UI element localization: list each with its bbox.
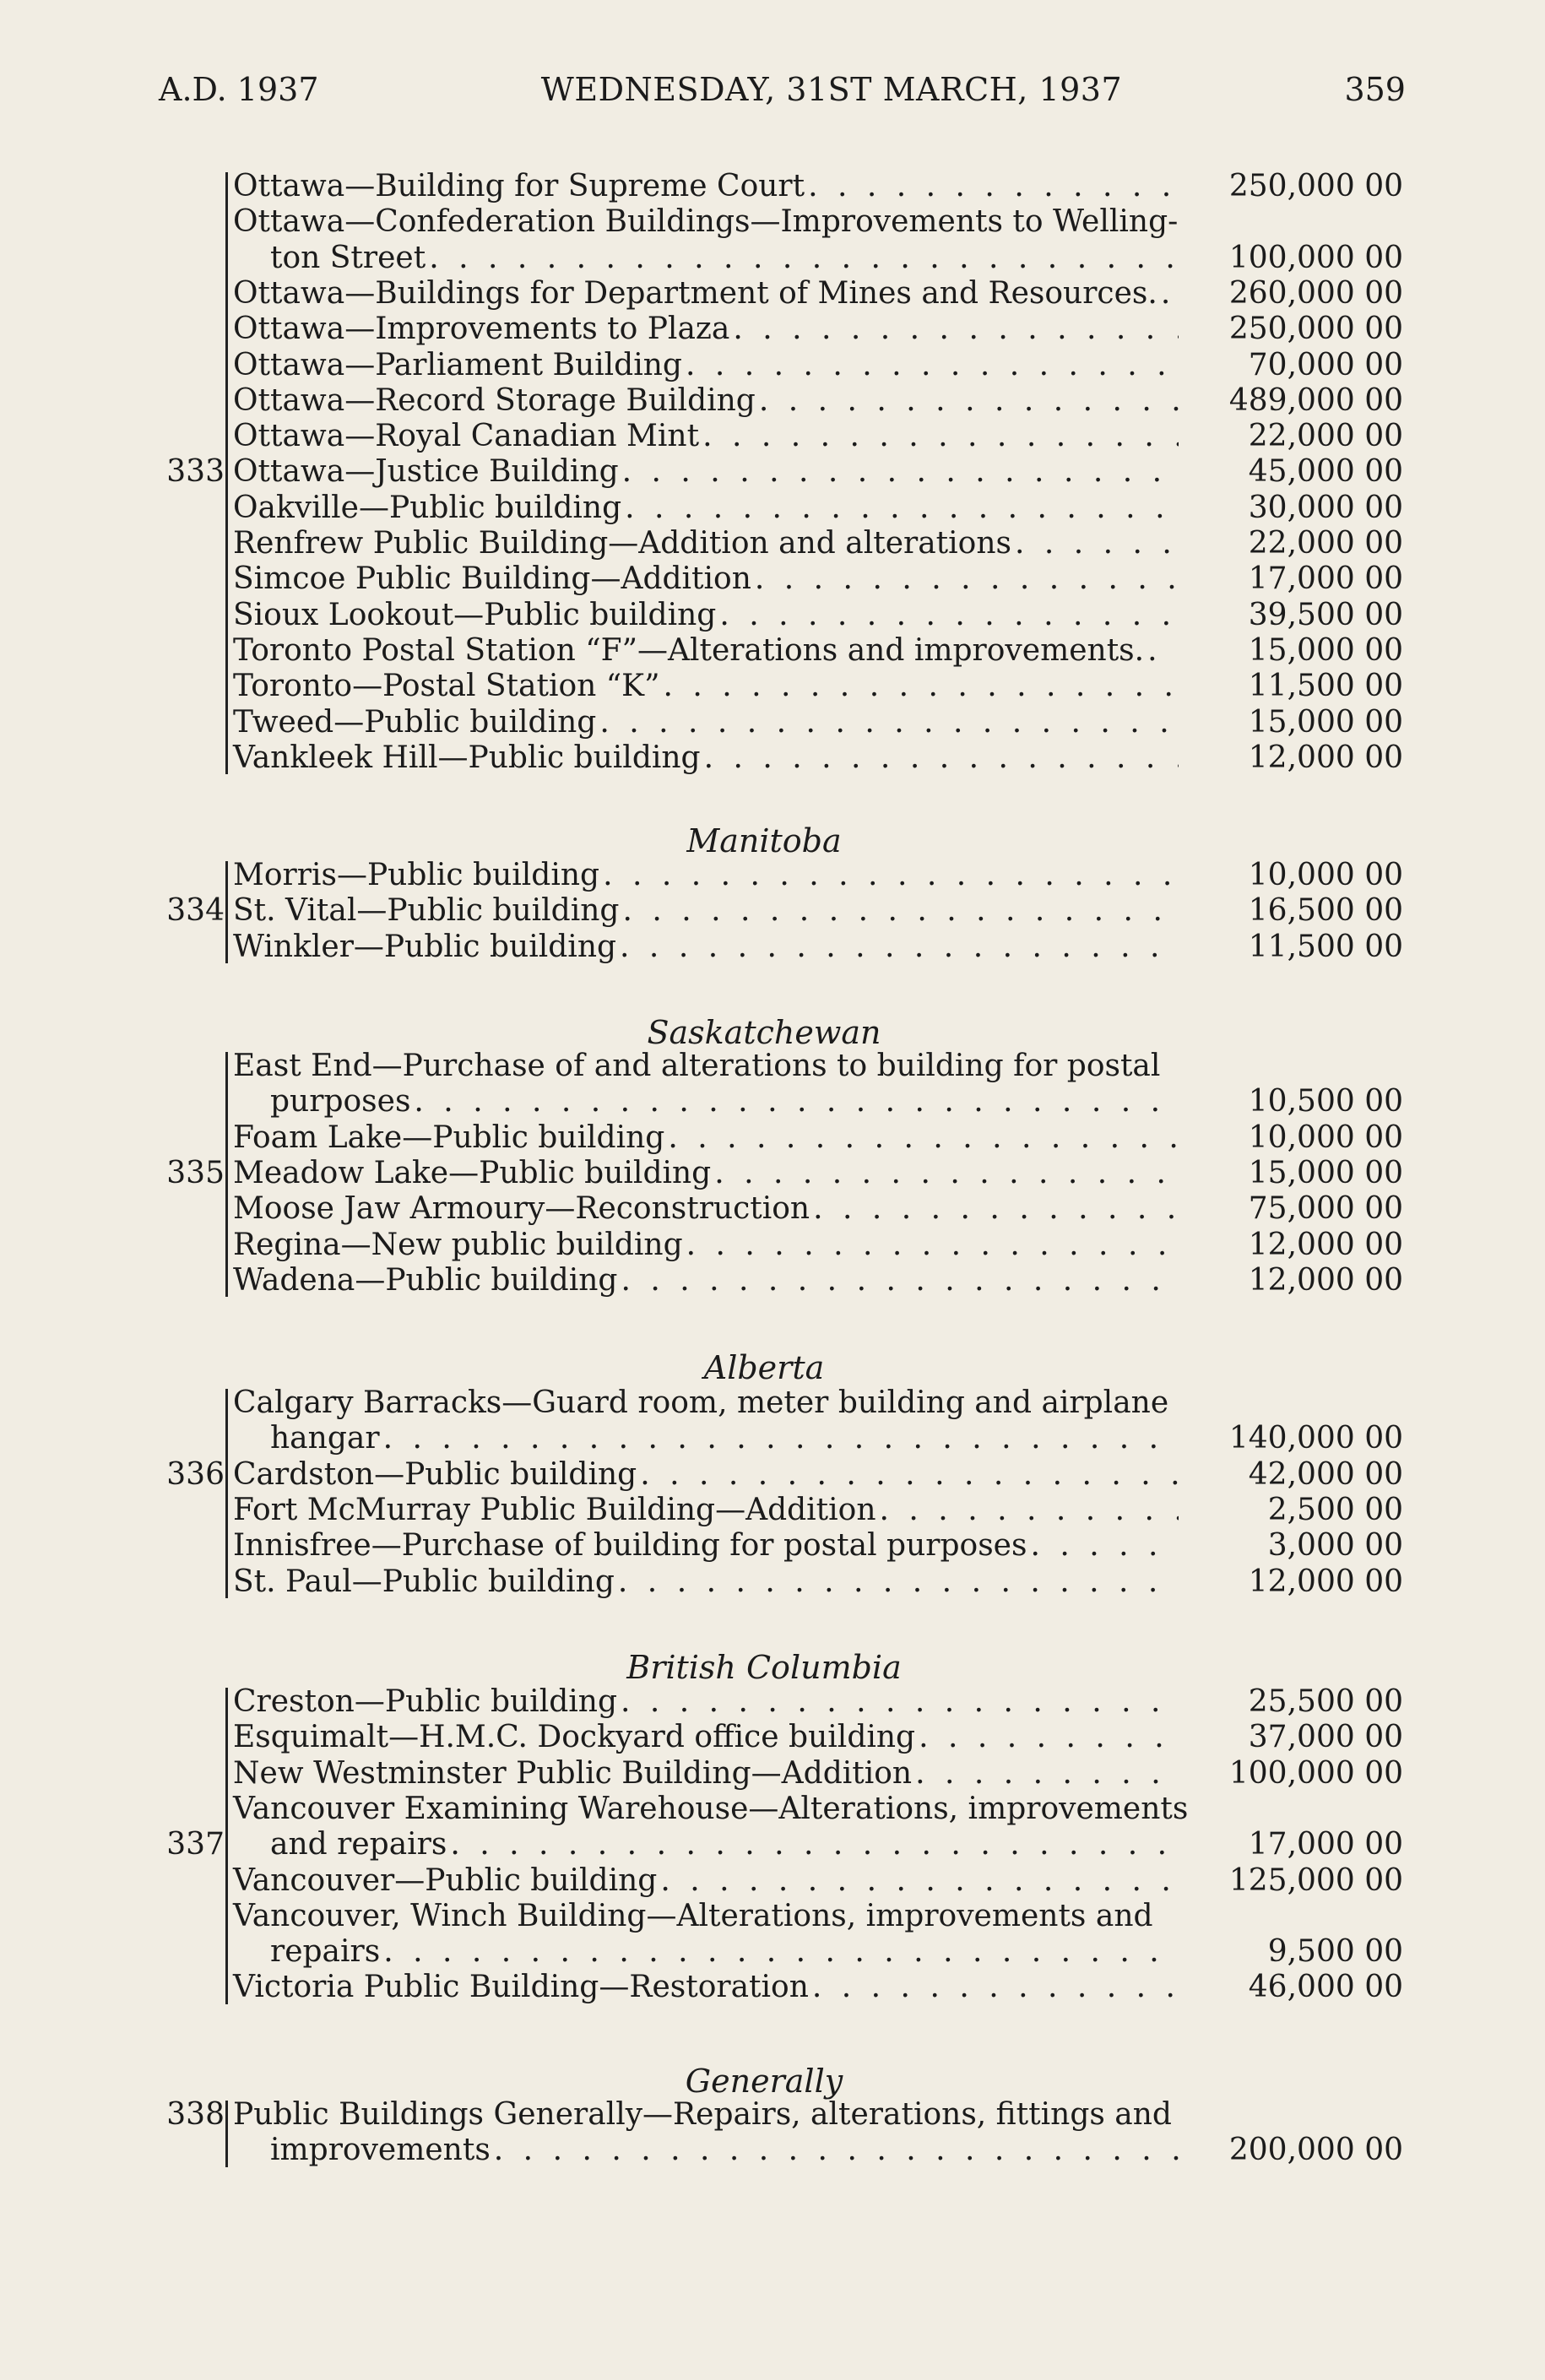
estimate-line [233, 705, 1179, 740]
leader-dots [603, 858, 1179, 893]
section-title: Saskatchewan [647, 1014, 881, 1051]
leader-dots [919, 1720, 1179, 1755]
item-description: Wadena—Public building [233, 1262, 618, 1298]
vote-number: 338 [166, 2097, 225, 2132]
item-description: Victoria Public Building—Restoration [233, 1970, 809, 2005]
estimate-line [233, 2133, 1179, 2168]
item-amount: 46,000 00 [1248, 1970, 1403, 2005]
leader-dots [813, 1191, 1179, 1227]
vote-number: 336 [166, 1456, 225, 1492]
item-amount: 200,000 00 [1228, 2133, 1403, 2168]
item-description: Toronto—Postal Station “K” [233, 669, 660, 704]
item-amount: 17,000 00 [1248, 1827, 1403, 1862]
estimate-line [233, 419, 1179, 454]
item-description: Cardston—Public building [233, 1456, 637, 1492]
brace [225, 172, 228, 774]
estimate-line [233, 169, 1179, 204]
item-description: Sioux Lookout—Public building [233, 597, 717, 632]
item-description: hangar [270, 1421, 380, 1456]
estimate-line [233, 1899, 1407, 1934]
leader-dots [714, 1156, 1179, 1191]
estimate-line [233, 930, 1179, 965]
estimate-line [233, 1720, 1179, 1755]
estimate-line [233, 1156, 1179, 1191]
item-description: Calgary Barracks—Guard room, meter building and airplane [233, 1385, 1169, 1420]
item-description: New Westminster Public Building—Addition [233, 1755, 913, 1791]
item-amount: 22,000 00 [1248, 526, 1403, 561]
leader-dots [755, 561, 1179, 597]
item-amount: 140,000 00 [1228, 1421, 1403, 1456]
item-description: Regina—New public building [233, 1227, 683, 1262]
item-description: purposes [270, 1084, 411, 1120]
leader-dots [622, 454, 1179, 490]
section-title: Manitoba [686, 822, 842, 859]
header-date: WEDNESDAY, 31ST MARCH, 1937 [540, 71, 1123, 108]
estimate-line [233, 1756, 1179, 1792]
estimate-line [233, 526, 1179, 561]
item-description: Toronto Postal Station “F”—Alterations and improvements. [233, 632, 1145, 668]
item-description: Creston—Public building [233, 1684, 617, 1719]
estimate-line [233, 1970, 1179, 2005]
vote-number: 335 [166, 1155, 225, 1190]
leader-dots [1030, 1528, 1179, 1564]
leader-dots [663, 669, 1179, 704]
vote-number: 337 [166, 1827, 225, 1862]
estimate-line [233, 1684, 1179, 1720]
item-amount: 10,000 00 [1248, 858, 1403, 892]
item-amount: 15,000 00 [1248, 1155, 1403, 1190]
leader-dots [429, 241, 1179, 276]
item-amount: 42,000 00 [1248, 1456, 1403, 1492]
item-description: Ottawa—Improvements to Plaza [233, 312, 730, 347]
item-description: Meadow Lake—Public building [233, 1155, 712, 1190]
estimate-line [233, 1191, 1179, 1227]
leader-dots [668, 1120, 1179, 1156]
leader-dots [621, 1263, 1179, 1298]
item-description: Vancouver—Public building [233, 1862, 658, 1898]
estimate-line [233, 241, 1179, 276]
estimate-line [233, 1528, 1179, 1564]
item-description: ton Street [270, 240, 426, 275]
brace [225, 861, 228, 963]
leader-dots [621, 1684, 1179, 1720]
leader-dots [759, 383, 1179, 419]
leader-dots [625, 491, 1179, 526]
leader-dots [719, 598, 1179, 633]
vote-number: 333 [166, 454, 225, 490]
item-amount: 100,000 00 [1228, 1755, 1403, 1791]
item-description: Innisfree—Purchase of building for postal purposes [233, 1528, 1027, 1564]
estimate-line [233, 1564, 1179, 1600]
estimate-line [233, 1493, 1179, 1528]
estimate-line [233, 669, 1179, 704]
item-description: Vankleek Hill—Public building [233, 740, 701, 775]
brace [225, 1688, 228, 2004]
estimate-line [233, 1827, 1179, 1862]
item-amount: 70,000 00 [1248, 347, 1403, 382]
estimate-line [233, 1457, 1179, 1493]
item-amount: 11,500 00 [1248, 929, 1403, 964]
item-amount: 15,000 00 [1248, 704, 1403, 740]
leader-dots [880, 1493, 1179, 1528]
leader-dots [450, 1827, 1179, 1862]
leader-dots [704, 740, 1179, 776]
item-description: Esquimalt—H.M.C. Dockyard office building [233, 1720, 916, 1755]
estimate-line [233, 383, 1179, 419]
leader-dots [808, 169, 1179, 204]
section-title: Alberta [703, 1349, 825, 1386]
item-amount: 2,500 00 [1267, 1492, 1403, 1527]
estimate-line [233, 633, 1179, 669]
leader-dots [915, 1756, 1179, 1792]
item-description: Ottawa—Building for Supreme Court [233, 169, 805, 203]
leader-dots [383, 1934, 1179, 1970]
item-amount: 15,000 00 [1248, 632, 1403, 668]
item-description: Simcoe Public Building—Addition [233, 561, 751, 597]
item-amount: 12,000 00 [1248, 1262, 1403, 1298]
estimate-line [233, 1084, 1179, 1120]
section-title: Generally [685, 2063, 843, 2100]
item-description: St. Vital—Public building [233, 893, 620, 929]
estimate-line [233, 276, 1179, 312]
leader-dots [733, 312, 1179, 347]
item-amount: 260,000 00 [1228, 275, 1403, 311]
item-amount: 37,000 00 [1248, 1720, 1403, 1755]
item-description: Tweed—Public building [233, 704, 597, 740]
leader-dots [599, 705, 1179, 740]
item-amount: 12,000 00 [1248, 740, 1403, 775]
estimate-line [233, 740, 1179, 776]
estimate-line [233, 1228, 1179, 1263]
section-title: British Columbia [626, 1649, 902, 1686]
leader-dots [1147, 633, 1179, 669]
item-description: Vancouver, Winch Building—Alterations, improvements and [233, 1898, 1153, 1933]
page-header [159, 71, 1406, 108]
item-amount: 12,000 00 [1248, 1227, 1403, 1262]
estimate-line [233, 2097, 1407, 2133]
page-number: 359 [1344, 71, 1406, 108]
leader-dots [622, 893, 1179, 929]
brace [225, 2101, 228, 2167]
leader-dots [812, 1970, 1179, 2005]
item-amount: 250,000 00 [1228, 169, 1403, 203]
item-amount: 22,000 00 [1248, 419, 1403, 454]
brace [225, 1052, 228, 1297]
estimate-line [233, 348, 1179, 383]
item-amount: 75,000 00 [1248, 1191, 1403, 1227]
estimate-line [233, 312, 1179, 347]
item-description: Renfrew Public Building—Addition and alterations [233, 526, 1011, 561]
item-description: Vancouver Examining Warehouse—Alterations, improvements [233, 1791, 1189, 1826]
leader-dots [620, 930, 1179, 965]
estimate-line [233, 1863, 1179, 1899]
estimate-line [233, 1792, 1407, 1827]
estimate-line [233, 491, 1179, 526]
item-amount: 30,000 00 [1248, 490, 1403, 525]
item-amount: 100,000 00 [1228, 240, 1403, 275]
item-description: Public Buildings Generally—Repairs, alterations, fittings and [233, 2097, 1172, 2132]
item-description: Ottawa—Royal Canadian Mint [233, 419, 700, 454]
estimate-line [233, 1120, 1179, 1156]
leader-dots [660, 1863, 1179, 1899]
leader-dots [414, 1084, 1179, 1120]
leader-dots [686, 348, 1179, 383]
item-amount: 17,000 00 [1248, 561, 1403, 597]
item-amount: 250,000 00 [1228, 312, 1403, 347]
item-description: St. Paul—Public building [233, 1564, 615, 1599]
item-description: and repairs [270, 1827, 447, 1862]
item-description: improvements [270, 2133, 491, 2168]
item-amount: 39,500 00 [1248, 597, 1403, 632]
vote-number: 334 [166, 893, 225, 929]
item-amount: 10,500 00 [1248, 1084, 1403, 1120]
item-amount: 11,500 00 [1248, 669, 1403, 704]
estimate-line [233, 598, 1179, 633]
estimate-line [233, 1934, 1179, 1970]
item-amount: 9,500 00 [1267, 1934, 1403, 1970]
leader-dots [702, 419, 1179, 454]
estimate-line [233, 858, 1179, 893]
item-description: Morris—Public building [233, 858, 600, 892]
item-amount: 3,000 00 [1267, 1528, 1403, 1564]
item-amount: 25,500 00 [1248, 1684, 1403, 1719]
item-amount: 489,000 00 [1228, 382, 1403, 418]
estimate-line [233, 561, 1179, 597]
item-amount: 12,000 00 [1248, 1564, 1403, 1599]
estimate-line [233, 1263, 1179, 1298]
item-description: Ottawa—Justice Building [233, 454, 619, 490]
item-amount: 10,000 00 [1248, 1120, 1403, 1155]
item-description: Moose Jaw Armoury—Reconstruction [233, 1191, 810, 1227]
item-amount: 16,500 00 [1248, 893, 1403, 929]
item-description: Ottawa—Record Storage Building [233, 382, 756, 418]
estimate-line [233, 893, 1179, 929]
item-description: East End—Purchase of and alterations to building for postal [233, 1049, 1161, 1083]
leader-dots [640, 1457, 1179, 1493]
item-description: Oakville—Public building [233, 490, 622, 525]
leader-dots [494, 2133, 1179, 2168]
item-description: Ottawa—Buildings for Department of Mines and Resources. [233, 275, 1157, 311]
item-amount: 125,000 00 [1228, 1862, 1403, 1898]
estimate-line [233, 1421, 1179, 1456]
leader-dots [686, 1228, 1179, 1263]
estimate-line [233, 1385, 1407, 1421]
leader-dots [383, 1421, 1179, 1456]
header-year: A.D. 1937 [159, 71, 319, 108]
item-amount: 45,000 00 [1248, 454, 1403, 490]
item-description: Ottawa—Parliament Building [233, 347, 682, 382]
item-description: Winkler—Public building [233, 929, 617, 964]
brace [225, 1389, 228, 1598]
leader-dots [1015, 526, 1179, 561]
item-description: repairs [270, 1934, 381, 1970]
estimate-line [233, 1049, 1407, 1084]
item-description: Ottawa—Confederation Buildings—Improvements to Welling- [233, 204, 1179, 240]
estimate-line [233, 204, 1407, 240]
estimate-line [233, 454, 1179, 490]
item-description: Foam Lake—Public building [233, 1120, 665, 1155]
item-description: Fort McMurray Public Building—Addition [233, 1492, 876, 1527]
leader-dots [1161, 276, 1179, 312]
leader-dots [618, 1564, 1179, 1600]
